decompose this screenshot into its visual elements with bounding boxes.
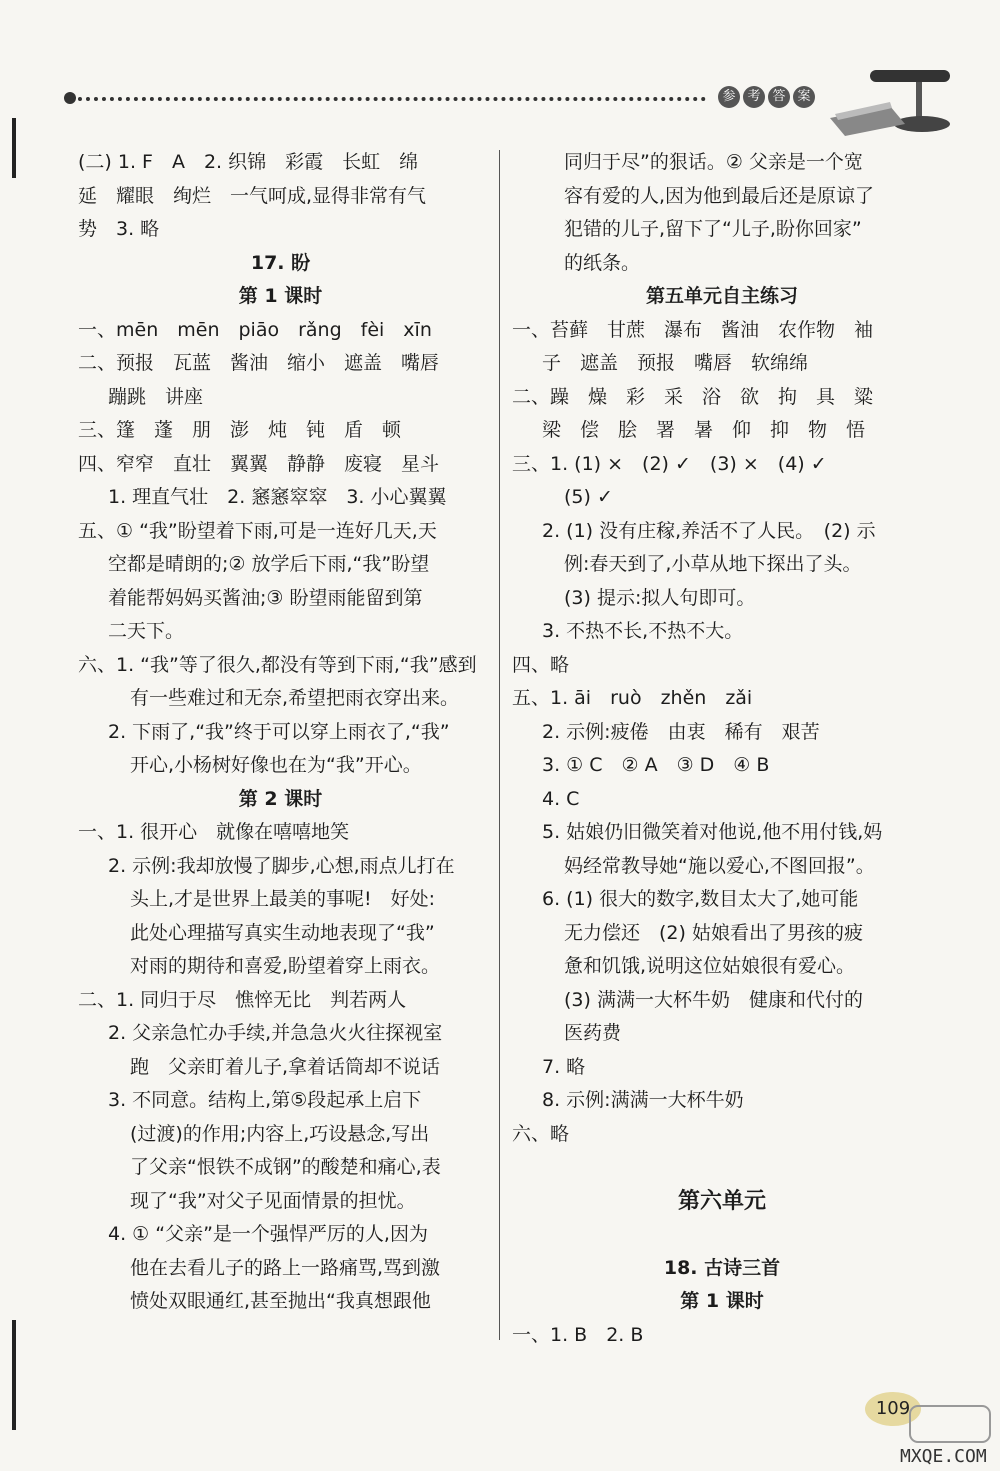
answer-line: 了父亲“恨铁不成钢”的酸楚和痛心,表	[130, 1156, 441, 1178]
answer-line: 例:春天到了,小草从地下探出了头。	[564, 553, 862, 575]
answer-line: 的纸条。	[564, 251, 641, 274]
answer-line: 医药费	[564, 1022, 622, 1044]
answer-line: 延 耀眼 绚烂 一气呵成,显得非常有气	[78, 184, 427, 207]
answer-line: 8. 示例:满满一大杯牛奶	[542, 1089, 744, 1111]
header-label	[718, 86, 815, 108]
answer-line: 三、1. (1) × (2) ✓ (3) × (4) ✓	[512, 452, 827, 475]
scan-edge-top	[12, 118, 16, 178]
answer-line: 惫和饥饿,说明这位姑娘很有爱心。	[564, 955, 856, 977]
answer-line: 1. 理直气壮 2. 窸窸窣窣 3. 小心翼翼	[108, 486, 447, 508]
answer-line: 三、篷 蓬 朋 澎 炖 钝 盾 顿	[78, 419, 402, 441]
answer-line: 他在去看儿子的路上一路痛骂,骂到激	[130, 1256, 441, 1279]
answer-line: 7. 略	[542, 1055, 586, 1078]
answer-line: 跑 父亲盯着儿子,拿着话筒却不说话	[130, 1055, 441, 1078]
page-number: 109	[865, 1392, 921, 1426]
answer-line: 二、躁 燥 彩 采 浴 欲 拘 具 粱	[512, 385, 874, 408]
answer-line: 妈经常教导她“施以爱心,不图回报”。	[564, 854, 875, 877]
answer-line: 四、略	[512, 653, 570, 676]
answer-line: 4. ① “父亲”是一个强悍严厉的人,因为	[108, 1223, 428, 1245]
answer-line: 17. 盼	[250, 251, 311, 274]
answer-line: 第 2 课时	[238, 787, 323, 810]
scan-edge-bottom	[12, 1320, 16, 1430]
answer-line: (3) 提示:拟人句即可。	[564, 586, 756, 609]
answer-line: 五、1. āi ruò zhěn zǎi	[512, 687, 753, 709]
answer-line: 头上,才是世界上最美的事呢! 好处:	[130, 888, 436, 910]
answer-line: 4. C	[542, 787, 580, 810]
answer-line: 现了“我”对父子见面情景的担忧。	[130, 1189, 416, 1212]
answer-line: 2. 示例:我却放慢了脚步,心想,雨点儿打在	[108, 854, 455, 877]
answer-line: 第 1 课时	[680, 1290, 764, 1312]
answer-line: 5. 姑娘仍旧微笑着对他说,他不用付钱,妈	[542, 821, 883, 843]
header-char: 案	[793, 86, 815, 108]
answer-line	[512, 1151, 932, 1185]
answer-line: 3. ① C ② A ③ D ④ B	[542, 754, 770, 776]
answer-line: 2. 示例:疲倦 由衷 稀有 艰苦	[542, 720, 820, 743]
answer-line: 3. 不热不长,不热不大。	[542, 620, 744, 642]
header-char: 答	[768, 86, 790, 108]
header-char: 参	[718, 86, 740, 108]
answer-line: 势 3. 略	[78, 218, 160, 240]
answer-line: (3) 满满一大杯牛奶 健康和代付的	[564, 988, 863, 1011]
answer-line: 有一些难过和无奈,希望把雨衣穿出来。	[130, 687, 460, 709]
answer-line: 此处心理描写真实生动地表现了“我”	[130, 921, 435, 944]
answer-line: 空都是晴朗的;② 放学后下雨,“我”盼望	[108, 553, 430, 575]
answer-line: 无力偿还 (2) 姑娘看出了男孩的疲	[564, 921, 863, 944]
left-column	[78, 146, 483, 1319]
answer-line: 二、预报 瓦蓝 酱油 缩小 遮盖 嘴唇	[78, 352, 440, 374]
answer-line: 五、① “我”盼望着下雨,可是一连好几天,天	[78, 519, 437, 542]
answer-line: 对雨的期待和喜爱,盼望着穿上雨衣。	[130, 955, 441, 977]
right-column	[512, 146, 932, 1352]
answer-line: 2. 下雨了,“我”终于可以穿上雨衣了,“我”	[108, 720, 450, 743]
answer-line: 二、1. 同归于尽 憔悴无比 判若两人	[78, 988, 407, 1011]
answer-line: 第五单元自主练习	[645, 285, 798, 307]
answer-line: 开心,小杨树好像也在为“我”开心。	[130, 754, 422, 776]
answer-line: 第六单元	[677, 1188, 766, 1214]
answer-line: 18. 古诗三首	[663, 1256, 781, 1279]
answer-line: 蹦跳 讲座	[108, 385, 204, 408]
answer-line: 愤处双眼通红,甚至抛出“我真想跟他	[130, 1290, 431, 1312]
answer-line: 梁 偿 脍 署 暑 仰 抑 物 悟	[542, 419, 866, 441]
answer-line: 子 遮盖 预报 嘴唇 软绵绵	[542, 352, 809, 374]
answer-line: 同归于尽”的狠话。② 父亲是一个宽	[564, 151, 863, 173]
watermark-text: MXQE.COM	[900, 1446, 987, 1467]
header-char: 考	[743, 86, 765, 108]
answer-line: 一、mēn mēn piāo rǎng fèi xīn	[78, 318, 432, 341]
answer-line: 犯错的儿子,留下了“儿子,盼你回家”	[564, 218, 862, 240]
answer-line: 3. 不同意。结构上,第⑤段起承上启下	[108, 1089, 422, 1111]
answer-line: 四、窄窄 直壮 翼翼 静静 废寝 星斗	[78, 452, 440, 475]
answer-line: 二天下。	[108, 620, 185, 642]
answer-line: (5) ✓	[564, 486, 613, 508]
answer-line: 一、1. 很开心 就像在嘻嘻地笑	[78, 821, 350, 843]
answer-line: 六、1. “我”等了很久,都没有等到下雨,“我”感到	[78, 653, 477, 676]
answer-line: 一、1. B 2. B	[512, 1323, 644, 1346]
answer-line: (过渡)的作用;内容上,巧设悬念,写出	[130, 1122, 430, 1145]
answer-line: 2. 父亲急忙办手续,并急急火火往探视室	[108, 1022, 443, 1044]
answer-line: 六、略	[512, 1122, 570, 1145]
answer-line	[512, 1218, 932, 1252]
lamp-book-icon	[830, 66, 960, 136]
answer-line: 第 1 课时	[238, 285, 323, 307]
column-divider	[499, 150, 500, 1340]
answer-line: 6. (1) 很大的数字,数目太大了,她可能	[542, 888, 859, 910]
answer-line: 容有爱的人,因为他到最后还是原谅了	[564, 184, 875, 207]
answer-line: (二) 1. F A 2. 织锦 彩霞 长虹 绵	[78, 151, 419, 173]
answer-line: 2. (1) 没有庄稼,养活不了人民。 (2) 示	[542, 519, 876, 542]
answer-line: 一、苔藓 甘蔗 瀑布 酱油 农作物 袖	[512, 318, 874, 341]
answer-line: 着能帮妈妈买酱油;③ 盼望雨能留到第	[108, 586, 423, 609]
header-dotted-rule	[70, 97, 706, 101]
